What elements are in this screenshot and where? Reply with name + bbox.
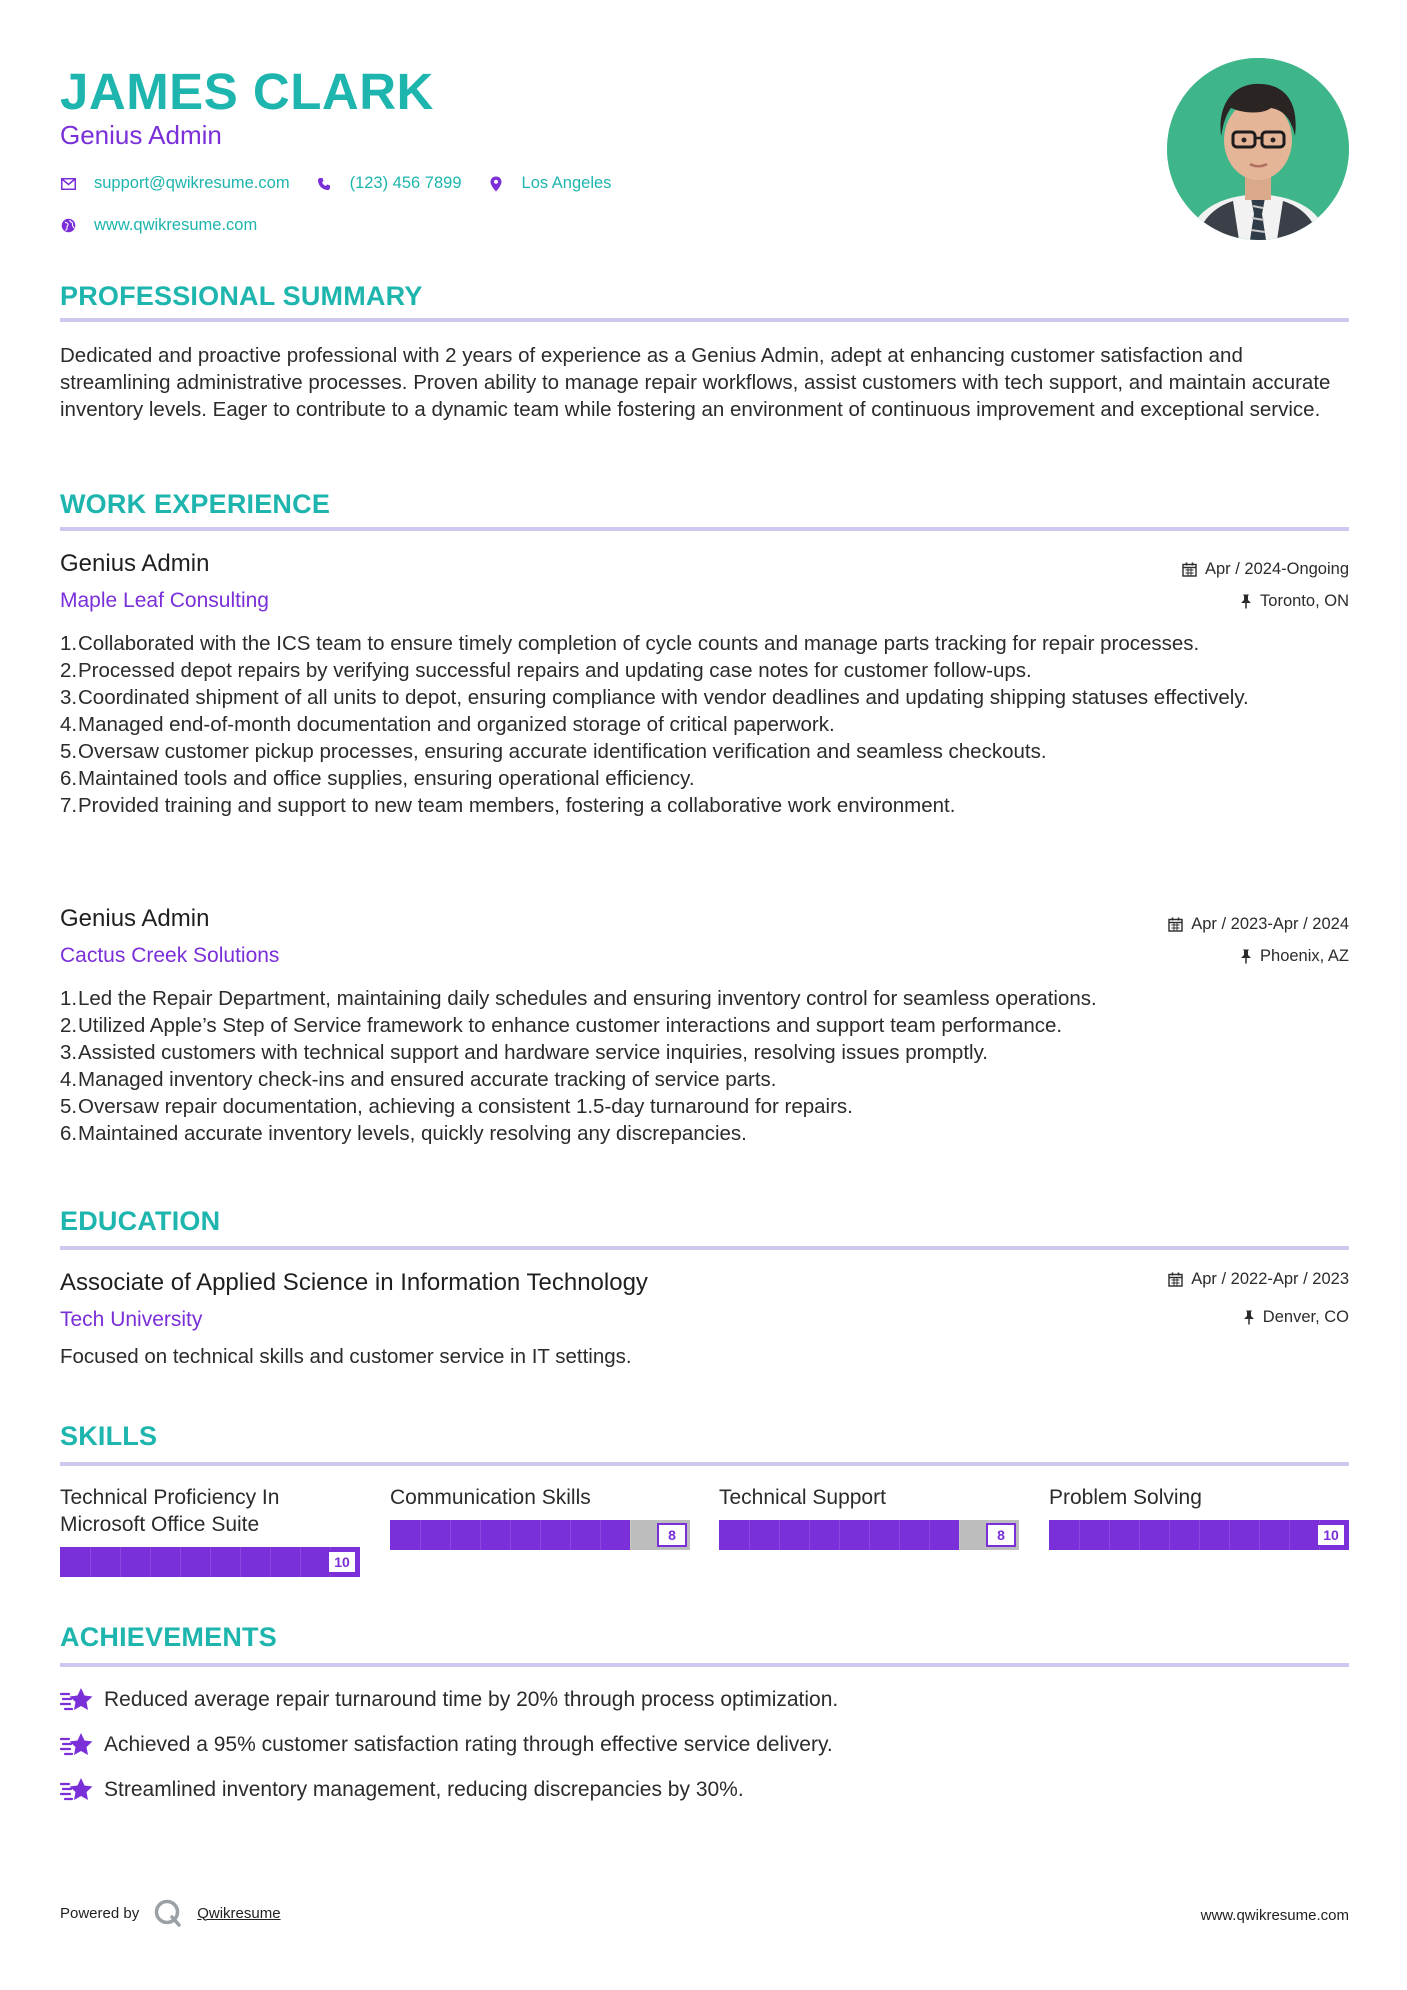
skill-label: Technical Support bbox=[719, 1486, 886, 1509]
skill-item bbox=[1049, 1484, 1349, 1511]
contact-row-primary bbox=[60, 174, 637, 193]
education-school: Tech University bbox=[60, 1308, 203, 1331]
pushpin-icon bbox=[1243, 1310, 1255, 1325]
shooting-star-icon bbox=[60, 1775, 94, 1805]
list-item: 7. Provided training and support to new team members, fostering a collaborative work environment. bbox=[60, 794, 956, 817]
pushpin-icon bbox=[1240, 949, 1252, 964]
skill-bar-segment bbox=[240, 1547, 241, 1577]
achievement-text: Achieved a 95% customer satisfaction rating through effective service delivery. bbox=[104, 1733, 833, 1756]
envelope-icon bbox=[60, 176, 76, 192]
candidate-name: JAMES CLARK bbox=[60, 63, 434, 120]
job-2-dates-text: Apr / 2023-Apr / 2024 bbox=[1191, 915, 1349, 933]
skill-score: 8 bbox=[657, 1523, 687, 1547]
calendar-icon bbox=[1168, 1272, 1183, 1287]
skill-bar bbox=[1049, 1520, 1349, 1550]
job-2-location bbox=[1240, 947, 1349, 966]
contact-email-text: support@qwikresume.com bbox=[94, 174, 290, 192]
job-2-title: Genius Admin bbox=[60, 905, 210, 932]
job-2-company: Cactus Creek Solutions bbox=[60, 944, 280, 967]
skill-bar bbox=[60, 1547, 360, 1577]
skill-bar-segment bbox=[809, 1520, 810, 1550]
contact-row-secondary bbox=[60, 216, 283, 235]
contact-email[interactable] bbox=[60, 174, 290, 193]
list-item: 1. Led the Repair Department, maintaining daily schedules and ensuring inventory control for seamless operations. bbox=[60, 987, 1097, 1010]
footer-powered-by bbox=[60, 1898, 281, 1928]
skills-divider bbox=[60, 1462, 1349, 1466]
skill-item bbox=[719, 1484, 1019, 1511]
skill-bar-segment bbox=[1289, 1520, 1290, 1550]
skills-heading: SKILLS bbox=[60, 1421, 158, 1451]
list-item: 4. Managed end-of-month documentation and organized storage of critical paperwork. bbox=[60, 713, 835, 736]
shooting-star-icon bbox=[60, 1685, 94, 1715]
map-pin-icon bbox=[488, 176, 504, 192]
skill-bar-segment bbox=[210, 1547, 211, 1577]
phone-icon bbox=[316, 176, 332, 192]
contact-location bbox=[488, 174, 612, 193]
skill-score: 10 bbox=[1316, 1523, 1346, 1547]
skill-bar-segment bbox=[120, 1547, 121, 1577]
job-1-dates bbox=[1182, 560, 1349, 579]
skill-label: Communication Skills bbox=[390, 1486, 591, 1509]
candidate-role: Genius Admin bbox=[60, 120, 222, 150]
list-item: 5. Oversaw customer pickup processes, ensuring accurate identification verification and seamless checkouts. bbox=[60, 740, 1047, 763]
skill-bar-segment bbox=[180, 1547, 181, 1577]
footer-website-link[interactable]: www.qwikresume.com bbox=[1200, 1907, 1349, 1924]
skill-bar-segment bbox=[839, 1520, 840, 1550]
skill-item bbox=[390, 1484, 690, 1511]
education-degree: Associate of Applied Science in Information Technology bbox=[60, 1269, 648, 1296]
list-item: 2. Utilized Apple’s Step of Service framework to enhance customer interactions and support team performance. bbox=[60, 1014, 1063, 1037]
skill-bar-segment bbox=[1079, 1520, 1080, 1550]
achievement-text: Reduced average repair turnaround time by 20% through process optimization. bbox=[104, 1688, 839, 1711]
skill-score: 10 bbox=[327, 1550, 357, 1574]
summary-text: Dedicated and proactive professional with 2 years of experience as a Genius Admin, adept at enhancing customer satisfaction and streamlining administrative processes. Proven ability to manage repair workflows, assist customers with tech support, and maintain accurate inventory levels. Eager to contribute to a dynamic team while fostering an environment of continuous improvement and exceptional service. bbox=[60, 344, 1331, 421]
education-divider bbox=[60, 1246, 1349, 1250]
job-1-company: Maple Leaf Consulting bbox=[60, 589, 269, 612]
education-dates bbox=[1168, 1270, 1349, 1289]
shooting-star-icon bbox=[60, 1730, 94, 1760]
list-item: 3. Coordinated shipment of all units to depot, ensuring compliance with vendor deadlines and updating shipping statuses effectively. bbox=[60, 686, 1249, 709]
skill-bar-segment bbox=[869, 1520, 870, 1550]
skill-bar bbox=[719, 1520, 1019, 1550]
list-item: 2. Processed depot repairs by verifying successful repairs and updating case notes for customer follow-ups. bbox=[60, 659, 1032, 682]
globe-icon bbox=[60, 218, 76, 234]
job-1-location bbox=[1240, 592, 1349, 611]
skill-label: Technical Proficiency In Microsoft Office Suite bbox=[60, 1486, 280, 1536]
skill-bar-segment bbox=[600, 1520, 601, 1550]
list-item: 3. Assisted customers with technical support and hardware service inquiries, resolving issues promptly. bbox=[60, 1041, 988, 1064]
skill-bar-segment bbox=[150, 1547, 151, 1577]
skill-label: Problem Solving bbox=[1049, 1486, 1202, 1509]
skill-bar-segment bbox=[959, 1520, 960, 1550]
education-location bbox=[1243, 1308, 1349, 1327]
skill-bar-segment bbox=[1169, 1520, 1170, 1550]
achievement-item bbox=[60, 1775, 744, 1805]
skill-bar-segment bbox=[1259, 1520, 1260, 1550]
skill-bar-segment bbox=[300, 1547, 301, 1577]
list-item: 5. Oversaw repair documentation, achieving a consistent 1.5-day turnaround for repairs. bbox=[60, 1095, 853, 1118]
skill-bar-segment bbox=[270, 1547, 271, 1577]
calendar-icon bbox=[1168, 917, 1183, 932]
skill-bar-segment bbox=[1139, 1520, 1140, 1550]
summary-divider bbox=[60, 318, 1349, 322]
profile-photo bbox=[1167, 58, 1349, 240]
skill-bar-segment bbox=[749, 1520, 750, 1550]
contact-phone-text: (123) 456 7899 bbox=[349, 174, 462, 192]
list-item: 6. Maintained accurate inventory levels, quickly resolving any discrepancies. bbox=[60, 1122, 747, 1145]
skill-score: 8 bbox=[986, 1523, 1016, 1547]
powered-by-text: Powered by bbox=[60, 1904, 140, 1922]
job-2-responsibilities bbox=[60, 985, 1349, 1147]
skill-bar-segment bbox=[1199, 1520, 1200, 1550]
job-1-title: Genius Admin bbox=[60, 550, 210, 577]
skill-item bbox=[60, 1484, 360, 1538]
skill-bar-segment bbox=[420, 1520, 421, 1550]
experience-heading: WORK EXPERIENCE bbox=[60, 489, 331, 519]
calendar-icon bbox=[1182, 562, 1197, 577]
skill-bar-segment bbox=[450, 1520, 451, 1550]
skill-bar-segment bbox=[570, 1520, 571, 1550]
job-2-dates bbox=[1168, 915, 1349, 934]
list-item: 6. Maintained tools and office supplies, ensuring operational efficiency. bbox=[60, 767, 695, 790]
job-1-dates-text: Apr / 2024-Ongoing bbox=[1204, 560, 1349, 578]
skill-bar-segment bbox=[1229, 1520, 1230, 1550]
skill-bar-segment bbox=[1109, 1520, 1110, 1550]
job-2-location-text: Phoenix, AZ bbox=[1260, 947, 1349, 965]
achievements-divider bbox=[60, 1663, 1349, 1667]
experience-divider bbox=[60, 527, 1349, 531]
summary-heading: PROFESSIONAL SUMMARY bbox=[60, 281, 423, 311]
resume-page bbox=[60, 0, 1349, 1990]
skill-bar-segment bbox=[899, 1520, 900, 1550]
skill-bar-segment bbox=[779, 1520, 780, 1550]
pushpin-icon bbox=[1240, 594, 1252, 609]
job-1-location-text: Toronto, ON bbox=[1260, 592, 1349, 610]
contact-phone[interactable] bbox=[316, 174, 462, 193]
footer-brand-link[interactable]: Qwikresume bbox=[197, 1904, 281, 1922]
skill-bar-segment bbox=[510, 1520, 511, 1550]
qwikresume-logo-icon bbox=[153, 1898, 183, 1928]
list-item: 4. Managed inventory check-ins and ensured accurate tracking of service parts. bbox=[60, 1068, 777, 1091]
education-heading: EDUCATION bbox=[60, 1206, 221, 1236]
education-description: Focused on technical skills and customer service in IT settings. bbox=[60, 1345, 632, 1368]
skill-bar-segment bbox=[90, 1547, 91, 1577]
list-item: 1. Collaborated with the ICS team to ensure timely completion of cycle counts and manage parts tracking for repair processes. bbox=[60, 632, 1200, 655]
job-1-responsibilities bbox=[60, 630, 1349, 819]
achievement-item bbox=[60, 1730, 833, 1760]
achievement-item bbox=[60, 1685, 838, 1715]
skill-bar-segment bbox=[929, 1520, 930, 1550]
skill-bar bbox=[390, 1520, 690, 1550]
contact-website-text: www.qwikresume.com bbox=[94, 216, 258, 234]
contact-location-text: Los Angeles bbox=[521, 174, 612, 192]
education-location-text: Denver, CO bbox=[1262, 1308, 1349, 1326]
skill-bar-segment bbox=[540, 1520, 541, 1550]
education-dates-text: Apr / 2022-Apr / 2023 bbox=[1191, 1270, 1349, 1288]
contact-website[interactable] bbox=[60, 216, 257, 235]
skill-bar-segment bbox=[630, 1520, 631, 1550]
skill-bar-segment bbox=[480, 1520, 481, 1550]
achievement-text: Streamlined inventory management, reducing discrepancies by 30%. bbox=[104, 1778, 744, 1801]
achievements-heading: ACHIEVEMENTS bbox=[60, 1622, 277, 1652]
